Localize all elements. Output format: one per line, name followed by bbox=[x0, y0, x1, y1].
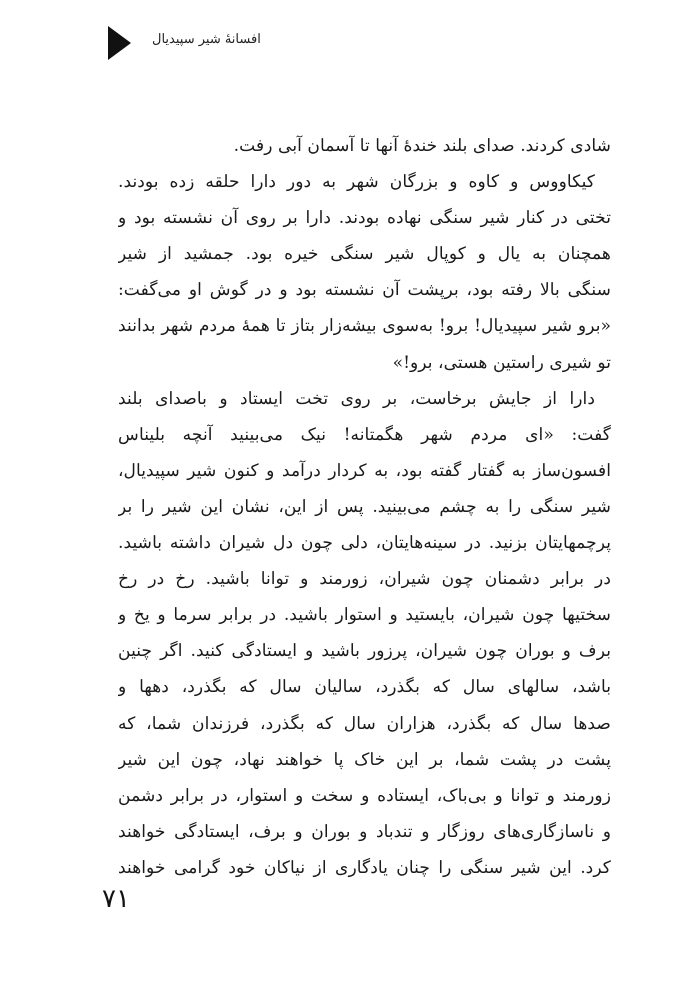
text-line: زورمند و توانا و بی‌باک، ایستاده و سخت و استوار، در برابر دشمن bbox=[118, 785, 611, 806]
text-line: همچنان به یال و کوپال شیر سنگی خیره بود. جمشید از شیر bbox=[118, 244, 611, 265]
text-line: کرد. این شیر سنگی را چنان یادگاری از نیاکان خود گرامی خواهند bbox=[118, 857, 611, 878]
text-line: سنگی بالا رفته بود، برپشت آن نشسته بود و در گوش او می‌گفت: bbox=[118, 280, 611, 301]
text-line: تختی در کنار شیر سنگی نهاده بودند. دارا بر روی آن نشسته بود و bbox=[118, 208, 611, 229]
body-text bbox=[118, 128, 611, 886]
text-line: پشت در پشت شما، بر این خاک پا خواهند نهاد، چون این شیر bbox=[118, 749, 611, 770]
text-line: کیکاووس و کاوه و بزرگان شهر به دور دارا حلقه زده بودند. bbox=[118, 172, 595, 193]
text-line: و ناسازگاری‌های روزگار و تندباد و بوران و برف، ایستادگی خواهند bbox=[118, 821, 611, 842]
text-line: دارا از جایش برخاست، بر روی تخت ایستاد و باصدای بلند bbox=[118, 388, 595, 409]
text-line: شادی کردند. صدای بلند خندهٔ آنها تا آسمان آبی رفت. bbox=[233, 136, 611, 156]
text-line: پرچمهایتان بزنید. در سینه‌هایتان، دلی چون دل شیران داشته باشید. bbox=[118, 533, 611, 554]
page-header bbox=[100, 24, 280, 64]
text-line: در برابر دشمنان چون شیران، زورمند و توانا باشید. رخ در رخ bbox=[118, 569, 611, 590]
text-line: صدها سال که بگذرد، هزاران سال که بگذرد، فرزندان شما، که bbox=[118, 713, 611, 734]
text-line: «برو شیر سپیدیال! برو! به‌سوی بیشه‌زار بتاز تا همهٔ مردم شهر بدانند bbox=[118, 316, 611, 337]
triangle-right-icon bbox=[108, 26, 131, 60]
text-line: برف و بوران چون شیران، پرزور باشید و ایستادگی کنید. اگر چنین bbox=[118, 641, 611, 662]
text-line: گفت: «ای مردم شهر هگمتانه! نیک می‌بینید آنچه بلیناس bbox=[118, 424, 611, 445]
text-line: افسون‌ساز به گفتار گفته بود، به کردار درآمد و کنون شیر سپیدیال، bbox=[118, 460, 611, 481]
page-number: ۷۱ bbox=[102, 884, 130, 914]
text-line: باشد، سالهای سال که بگذرد، سالیان سال که بگذرد، دهها و bbox=[118, 677, 611, 698]
text-line: شیر سنگی را به چشم می‌بینید. پس از این، نشان این شیر را بر bbox=[118, 496, 611, 517]
text-line: تو شیری راستین هستی، برو!» bbox=[392, 352, 611, 373]
text-line: سختیها چون شیران، بایستید و استوار باشید. در برابر سرما و یخ و bbox=[118, 605, 611, 626]
running-title: افسانهٔ شیر سپیدیال bbox=[152, 32, 261, 47]
